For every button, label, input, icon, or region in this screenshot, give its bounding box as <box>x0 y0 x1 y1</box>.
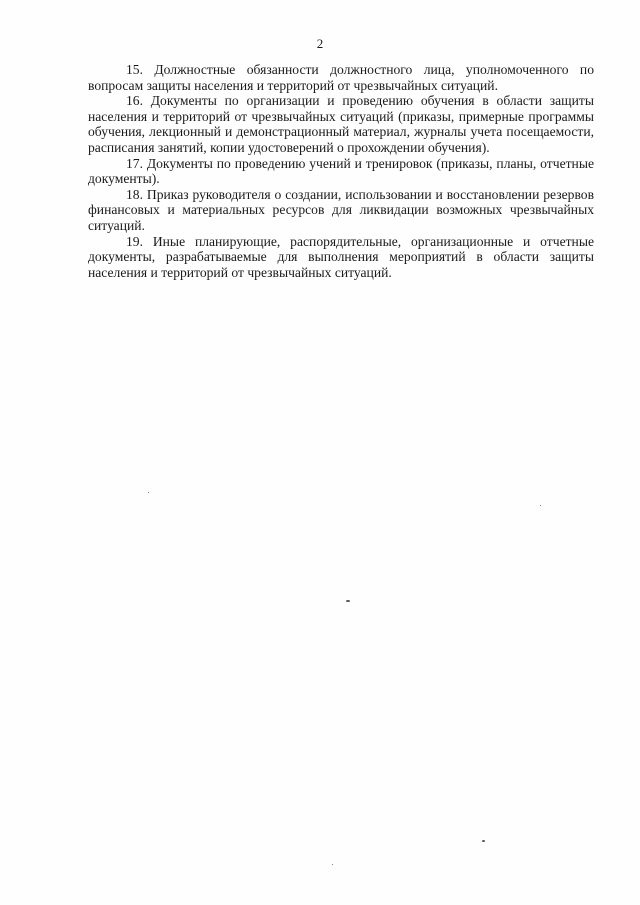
paragraph-16: 16. Документы по организации и проведению обучения в области защиты населения и территорий от чрезвычайных ситуаций (приказы, примерные программы обучения, лекционный и демонстрационный материал, журналы учета посещаемости, расписания занятий, копии удостоверений о прохождении обучения). <box>88 93 594 155</box>
page-number: 2 <box>316 36 324 51</box>
paragraph-17: 17. Документы по проведению учений и тренировок (приказы, планы, отчетные документы). <box>88 155 594 187</box>
paragraph-19: 19. Иные планирующие, распорядительные, организационные и отчетные документы, разрабатываемые для выполнения мероприятий в области защиты населения и территорий от чрезвычайных ситуаций. <box>88 233 594 280</box>
document-body <box>88 62 594 280</box>
scan-speck <box>540 505 541 506</box>
scan-speck <box>482 840 485 842</box>
scan-speck <box>148 492 149 493</box>
scan-speck <box>346 600 350 602</box>
scan-speck <box>332 864 333 865</box>
paragraph-15: 15. Должностные обязанности должностного лица, уполномоченного по вопросам защиты населения и территорий от чрезвычайных ситуаций. <box>88 62 594 93</box>
paragraph-18: 18. Приказ руководителя о создании, использовании и восстановлении резервов финансовых и материальных ресурсов для ликвидации возможных чрезвычайных ситуаций. <box>88 186 594 233</box>
